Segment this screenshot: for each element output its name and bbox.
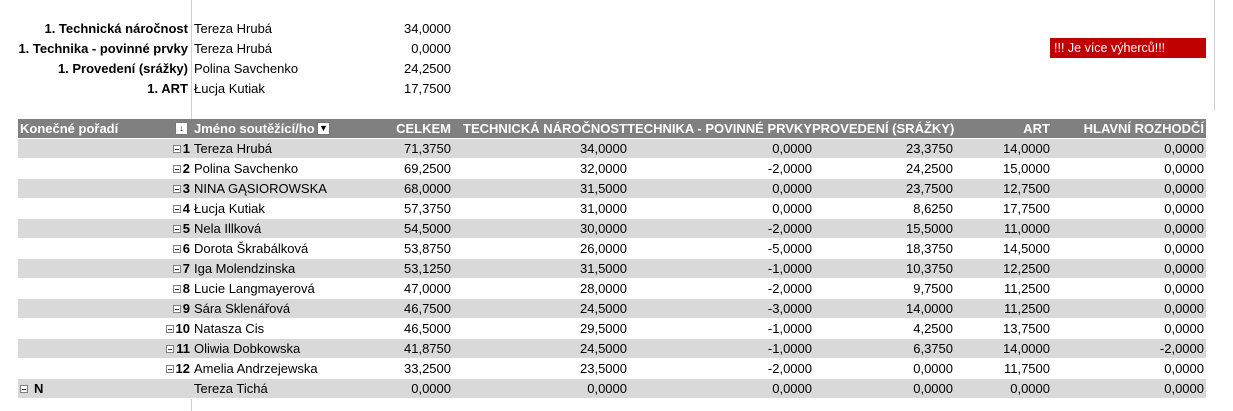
- last-rank-label: N: [34, 381, 44, 396]
- table-row: [18, 299, 1206, 319]
- collapse-icon[interactable]: [173, 185, 181, 193]
- execution-score: 8,6250: [913, 201, 953, 216]
- rank-label: 2: [182, 161, 190, 176]
- summary-row: [0, 19, 460, 39]
- summary-value: 0,0000: [411, 41, 451, 56]
- header-execution[interactable]: PROVEDENÍ (SRÁŽKY): [812, 121, 955, 136]
- collapse-icon[interactable]: [173, 305, 181, 313]
- execution-score: 4,2500: [913, 321, 953, 336]
- head-judge-score: 0,0000: [1164, 161, 1204, 176]
- competitor-name: Nela Illková: [194, 221, 262, 236]
- rank-cell: [18, 199, 190, 219]
- summary-value: 34,0000: [404, 21, 451, 36]
- summary-label: 1. ART: [147, 81, 188, 96]
- total-score: 33,2500: [404, 361, 451, 376]
- table-row: [18, 279, 1206, 299]
- rank-label: 6: [182, 241, 190, 256]
- execution-score: 9,7500: [913, 281, 953, 296]
- total-score: 53,8750: [404, 241, 451, 256]
- competitor-name: Polina Savchenko: [194, 161, 299, 176]
- collapse-icon[interactable]: [166, 325, 174, 333]
- rank-inner: [173, 299, 190, 319]
- technical-mandatory-score: 0,0000: [772, 181, 812, 196]
- competitor-name: Lucie Langmayerová: [194, 281, 315, 296]
- total-score: 41,8750: [404, 341, 451, 356]
- art-score: 14,5000: [1003, 241, 1050, 256]
- execution-score: 15,5000: [906, 221, 953, 236]
- art-score: 15,0000: [1003, 161, 1050, 176]
- total-score: 46,5000: [404, 321, 451, 336]
- head-judge-score: 0,0000: [1164, 221, 1204, 236]
- technical-mandatory-score: 0,0000: [772, 141, 812, 156]
- competitor-name: Sára Sklenářová: [194, 301, 291, 316]
- summary-label: 1. Technická náročnost: [44, 21, 188, 36]
- total-score: 53,1250: [404, 261, 451, 276]
- rank-inner: [166, 319, 190, 339]
- head-judge-score: 0,0000: [1164, 301, 1204, 316]
- table-row: [18, 319, 1206, 339]
- multiple-winners-alert: !!! Je více výherců!!!: [1050, 38, 1206, 58]
- header-rank[interactable]: [18, 119, 192, 139]
- header-technical-difficulty[interactable]: TECHNICKÁ NÁROČNOST: [463, 121, 627, 136]
- art-score: 14,0000: [1003, 341, 1050, 356]
- art-score: 11,2500: [1003, 301, 1050, 316]
- rank-inner: [166, 339, 190, 359]
- technical-difficulty-score: 30,0000: [580, 221, 627, 236]
- total-score: 57,3750: [404, 201, 451, 216]
- last-name: Tereza Tichá: [194, 381, 268, 396]
- technical-difficulty-score: 24,5000: [580, 301, 627, 316]
- summary-row: [0, 59, 460, 79]
- total-score: 68,0000: [404, 181, 451, 196]
- summary-name: Polina Savchenko: [194, 61, 299, 76]
- summary-row: [0, 79, 460, 99]
- technical-mandatory-score: -2,0000: [767, 161, 812, 176]
- art-score: 12,7500: [1003, 181, 1050, 196]
- technical-mandatory-score: -3,0000: [767, 301, 812, 316]
- art-score: 11,7500: [1003, 361, 1050, 376]
- competitor-name: Tereza Hrubá: [194, 141, 273, 156]
- technical-difficulty-score: 32,0000: [580, 161, 627, 176]
- header-name[interactable]: [194, 119, 324, 139]
- header-total[interactable]: CELKEM: [396, 121, 451, 136]
- rank-cell: [18, 239, 190, 259]
- collapse-icon[interactable]: [173, 205, 181, 213]
- technical-mandatory-score: -2,0000: [767, 221, 812, 236]
- execution-score: 0,0000: [913, 361, 953, 376]
- summary-row: [0, 39, 460, 59]
- rank-cell: [18, 219, 190, 239]
- table-row: [18, 239, 1206, 259]
- rank-inner: [173, 219, 190, 239]
- total-score: 46,7500: [404, 301, 451, 316]
- rank-label: 12: [175, 361, 190, 376]
- table-row: [18, 199, 1206, 219]
- table-row: [18, 219, 1206, 239]
- collapse-icon[interactable]: [173, 285, 181, 293]
- head-judge-score: 0,0000: [1164, 201, 1204, 216]
- table-header-row: [18, 119, 1206, 139]
- column-divider-right: [1214, 0, 1215, 111]
- rank-label: 3: [182, 181, 190, 196]
- technical-mandatory-score: 0,0000: [772, 201, 812, 216]
- last-execution: 0,0000: [913, 381, 953, 396]
- competitor-name: Iga Molendzinska: [194, 261, 296, 276]
- execution-score: 14,0000: [906, 301, 953, 316]
- technical-difficulty-score: 23,5000: [580, 361, 627, 376]
- last-technical-mandatory: 0,0000: [772, 381, 812, 396]
- pivot-table: [18, 119, 1206, 399]
- table-row: [18, 179, 1206, 199]
- head-judge-score: -2,0000: [1159, 341, 1204, 356]
- technical-difficulty-score: 24,5000: [580, 341, 627, 356]
- execution-score: 18,3750: [906, 241, 953, 256]
- header-art[interactable]: ART: [1023, 121, 1050, 136]
- competitor-name: Łucja Kutiak: [194, 201, 265, 216]
- competitor-name: Oliwia Dobkowska: [194, 341, 301, 356]
- header-rank-label: Konečné pořadí: [20, 121, 119, 136]
- collapse-icon[interactable]: [173, 225, 181, 233]
- summary-label: 1. Technika - povinné prvky: [18, 41, 188, 56]
- summary-label: 1. Provedení (srážky): [57, 61, 188, 76]
- last-head-judge: 0,0000: [1164, 381, 1204, 396]
- last-technical-difficulty: 0,0000: [587, 381, 627, 396]
- competitor-name: Natasza Cis: [194, 321, 265, 336]
- art-score: 11,0000: [1003, 221, 1050, 236]
- rank-inner: [173, 279, 190, 299]
- rank-inner: [173, 259, 190, 279]
- filter-icon[interactable]: ▼: [317, 122, 330, 135]
- competitor-name: Amelia Andrzejewska: [194, 361, 318, 376]
- head-judge-score: 0,0000: [1164, 361, 1204, 376]
- execution-score: 23,3750: [906, 141, 953, 156]
- table-row: [18, 259, 1206, 279]
- header-name-label: Jméno soutěžící/ho: [194, 121, 315, 136]
- competitor-name: Dorota Škrabálková: [194, 241, 309, 256]
- rank-label: 1: [182, 141, 190, 156]
- table-row: [18, 139, 1206, 159]
- collapse-icon[interactable]: [166, 365, 174, 373]
- last-rank-cell: [18, 379, 43, 399]
- rank-cell: [18, 179, 190, 199]
- art-score: 13,7500: [1003, 321, 1050, 336]
- rank-inner: [173, 139, 190, 159]
- technical-mandatory-score: -1,0000: [767, 341, 812, 356]
- sort-icon[interactable]: ↓: [175, 122, 188, 135]
- technical-difficulty-score: 26,0000: [580, 241, 627, 256]
- last-total: 0,0000: [411, 381, 451, 396]
- collapse-icon[interactable]: [20, 385, 28, 393]
- table-row: [18, 359, 1206, 379]
- technical-mandatory-score: -1,0000: [767, 261, 812, 276]
- collapse-icon[interactable]: [173, 245, 181, 253]
- technical-difficulty-score: 34,0000: [580, 141, 627, 156]
- execution-score: 6,3750: [913, 341, 953, 356]
- rank-label: 5: [182, 221, 190, 236]
- header-head-judge[interactable]: HLAVNÍ ROZHODČÍ: [1083, 121, 1204, 136]
- rank-cell: [18, 359, 190, 379]
- table-row: [18, 339, 1206, 359]
- art-score: 14,0000: [1003, 141, 1050, 156]
- art-score: 17,7500: [1003, 201, 1050, 216]
- head-judge-score: 0,0000: [1164, 281, 1204, 296]
- summary-value: 24,2500: [404, 61, 451, 76]
- rank-cell: [18, 299, 190, 319]
- competitor-name: NINA GĄSIOROWSKA: [194, 181, 327, 196]
- summary-value: 17,7500: [404, 81, 451, 96]
- rank-cell: [18, 139, 190, 159]
- summary-name: Tereza Hrubá: [194, 21, 273, 36]
- rank-inner: [173, 239, 190, 259]
- rank-label: 4: [182, 201, 190, 216]
- execution-score: 10,3750: [906, 261, 953, 276]
- art-score: 12,2500: [1003, 261, 1050, 276]
- rank-label: 7: [182, 261, 190, 276]
- technical-difficulty-score: 31,0000: [580, 201, 627, 216]
- technical-mandatory-score: -2,0000: [767, 361, 812, 376]
- total-score: 47,0000: [404, 281, 451, 296]
- total-score: 71,3750: [404, 141, 451, 156]
- head-judge-score: 0,0000: [1164, 181, 1204, 196]
- total-score: 54,5000: [404, 221, 451, 236]
- table-row-last: [18, 379, 1206, 399]
- head-judge-score: 0,0000: [1164, 141, 1204, 156]
- technical-mandatory-score: -2,0000: [767, 281, 812, 296]
- head-judge-score: 0,0000: [1164, 241, 1204, 256]
- rank-inner: [173, 199, 190, 219]
- technical-mandatory-score: -1,0000: [767, 321, 812, 336]
- technical-difficulty-score: 31,5000: [580, 181, 627, 196]
- technical-difficulty-score: 31,5000: [580, 261, 627, 276]
- rank-cell: [18, 259, 190, 279]
- execution-score: 23,7500: [906, 181, 953, 196]
- technical-difficulty-score: 29,5000: [580, 321, 627, 336]
- rank-inner: [173, 159, 190, 179]
- summary-name: Tereza Hrubá: [194, 41, 273, 56]
- rank-cell: [18, 159, 190, 179]
- rank-label: 8: [182, 281, 190, 296]
- collapse-icon[interactable]: [173, 265, 181, 273]
- rank-cell: [18, 279, 190, 299]
- collapse-icon[interactable]: [173, 165, 181, 173]
- table-row: [18, 159, 1206, 179]
- total-score: 69,2500: [404, 161, 451, 176]
- rank-label: 10: [175, 321, 190, 336]
- rank-cell: [18, 339, 190, 359]
- rank-label: 11: [176, 341, 190, 356]
- header-technical-mandatory[interactable]: TECHNIKA - POVINNÉ PRVKY: [627, 121, 812, 136]
- summary-name: Łucja Kutiak: [194, 81, 265, 96]
- execution-score: 24,2500: [906, 161, 953, 176]
- last-art: 0,0000: [1010, 381, 1050, 396]
- technical-difficulty-score: 28,0000: [580, 281, 627, 296]
- collapse-icon[interactable]: [173, 145, 181, 153]
- rank-inner: [173, 179, 190, 199]
- collapse-icon[interactable]: [166, 345, 174, 353]
- technical-mandatory-score: -5,0000: [767, 241, 812, 256]
- table-body: [18, 139, 1206, 379]
- head-judge-score: 0,0000: [1164, 321, 1204, 336]
- rank-inner: [166, 359, 190, 379]
- rank-label: 9: [182, 301, 190, 316]
- art-score: 11,2500: [1003, 281, 1050, 296]
- head-judge-score: 0,0000: [1164, 261, 1204, 276]
- rank-cell: [18, 319, 190, 339]
